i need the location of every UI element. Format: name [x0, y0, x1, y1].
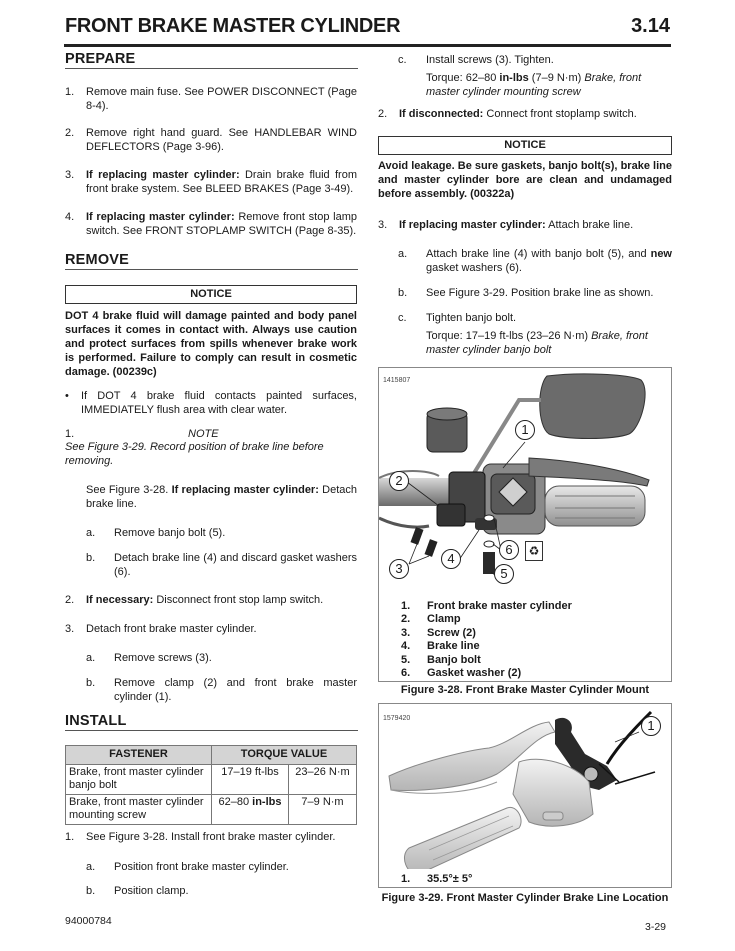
remove-heading: REMOVE: [65, 252, 358, 270]
step-number: 2.: [65, 127, 75, 139]
brake-line-location-illustration: [379, 704, 671, 869]
metric-cell: 23–26 N·m: [289, 764, 357, 794]
callout-4: 4: [441, 549, 461, 569]
remove-step-3b: b. Remove clamp (2) and front brake master cylinder (1).: [86, 677, 357, 703]
bullet-item: [65, 390, 357, 417]
legend-item: 4. Brake line: [401, 640, 480, 653]
brake-master-cylinder-illustration: [379, 368, 671, 598]
table-header-torque: TORQUE VALUE: [212, 746, 357, 765]
legend-item: 1. Front brake master cylinder: [401, 600, 572, 612]
doc-number: 94000784: [65, 915, 112, 927]
imperial-cell: 62–80 in-lbs: [212, 794, 289, 824]
prepare-step-4: [65, 211, 357, 238]
bullet-icon: •: [65, 390, 69, 402]
notice-text: DOT 4 brake fluid will damage painted and body panel surfaces it comes in contact with. Always use caution and protect surfaces from spills whenever brake work is performed. Failure to comply can result in cosmetic damage. (00239c): [65, 310, 357, 378]
callout-1: 1: [641, 716, 661, 736]
table-header-row: [66, 746, 357, 765]
legend-item: 1. 35.5°± 5°: [401, 873, 473, 885]
note-block: [65, 428, 357, 468]
fastener-cell: Brake, front master cylinder mounting screw: [66, 794, 212, 824]
step-bold: If replacing master cylinder:: [86, 211, 235, 223]
note-text: See Figure 3-29. Record position of brake line before removing.: [65, 441, 324, 467]
callout-2: 2: [389, 471, 409, 491]
figure-3-28: [378, 367, 672, 682]
table-row: [66, 794, 357, 824]
table-header-fastener: FASTENER: [66, 746, 212, 765]
callout-3: 3: [389, 559, 409, 579]
step-bold: If replacing master cylinder:: [86, 169, 240, 181]
note-number: 1.: [65, 428, 75, 440]
remove-step-2: 2. If necessary: Disconnect front stop lamp switch.: [65, 594, 324, 606]
legend-item: 6. Gasket washer (2): [401, 667, 522, 680]
disposal-icon: ♻: [525, 541, 543, 561]
table-row: [66, 764, 357, 794]
step-text: If replacing master cylinder: Drain brake fluid from front brake system. See BLEED BRAKES (Page 3-49).: [86, 169, 357, 195]
install-notice-box: NOTICE: [378, 136, 672, 155]
page-number: 3-29: [645, 921, 667, 933]
prepare-heading: PREPARE: [65, 51, 358, 69]
page-title: FRONT BRAKE MASTER CYLINDER: [65, 15, 401, 37]
remove-step-1b: b. Detach brake line (4) and discard gasket washers (6).: [86, 552, 357, 578]
step-text: If replacing master cylinder: Remove front stop lamp switch. See FRONT STOPLAMP SWITCH (Page 8-35).: [86, 211, 357, 237]
install-step-1b: b. Position clamp.: [86, 885, 189, 897]
notice-box: NOTICE: [65, 285, 357, 304]
install-step-3b: b. See Figure 3-29. Position brake line as shown.: [398, 287, 654, 299]
title-rule: [64, 44, 671, 47]
callout-6: 6: [499, 540, 519, 560]
install-step-3c: c. Tighten banjo bolt.: [398, 312, 517, 324]
figure-3-28-legend: [401, 600, 572, 680]
callout-5: 5: [494, 564, 514, 584]
install-step-1a: a. Position front brake master cylinder.: [86, 861, 289, 873]
imperial-cell: 17–19 ft-lbs: [212, 764, 289, 794]
legend-item: 3. Screw (2): [401, 626, 476, 639]
step-number: 4.: [65, 211, 75, 223]
metric-cell: 7–9 N·m: [289, 794, 357, 824]
torque-table: [65, 745, 357, 825]
section-number: 3.14: [631, 15, 670, 37]
install-step-2: 2. If disconnected: Connect front stoplamp switch.: [378, 108, 637, 120]
figure-image-id: 1415807: [383, 377, 411, 384]
install-step-1: 1. See Figure 3-28. Install front brake master cylinder.: [65, 831, 336, 843]
prepare-step-3: [65, 169, 357, 196]
note-label: NOTE: [188, 428, 219, 440]
step-text: Remove right hand guard. See HANDLEBAR WIND DEFLECTORS (Page 3-96).: [86, 127, 357, 153]
remove-step-3: 3. Detach front brake master cylinder.: [65, 623, 257, 635]
callout-1: 1: [515, 420, 535, 440]
remove-step-1a: a. Remove banjo bolt (5).: [86, 527, 226, 539]
install-notice-text: Avoid leakage. Be sure gaskets, banjo bolt(s), brake line and master cylinder bore are clean and undamaged before assembly. (00322a): [378, 160, 672, 200]
step-number: 1.: [65, 86, 75, 98]
prepare-step-1: [65, 86, 357, 113]
figure-3-29-caption: Figure 3-29. Front Master Cylinder Brake Line Location: [381, 892, 669, 904]
install-step-3a: a. Attach brake line (4) with banjo bolt (5), and new gasket washers (6).: [398, 248, 672, 274]
figure-image-id: 1579420: [383, 715, 411, 722]
prepare-step-2: [65, 127, 357, 154]
fastener-cell: Brake, front master cylinder banjo bolt: [66, 764, 212, 794]
install-step-3: 3. If replacing master cylinder: Attach brake line.: [378, 219, 634, 231]
legend-item: 2. Clamp: [401, 613, 461, 626]
figure-3-28-caption: Figure 3-28. Front Brake Master Cylinder Mount: [400, 684, 650, 696]
step-text: Remove main fuse. See POWER DISCONNECT (Page 8-4).: [86, 86, 357, 112]
install-step-1c-torque: Torque: 62–80 in-lbs (7–9 N·m) Brake, front master cylinder mounting screw: [426, 72, 642, 98]
install-step-3c-torque: Torque: 17–19 ft-lbs (23–26 N·m) Brake, front master cylinder banjo bolt: [426, 330, 648, 356]
remove-step-1: See Figure 3-28. If replacing master cylinder: Detach brake line.: [86, 484, 357, 510]
legend-item: 5. Banjo bolt: [401, 653, 481, 666]
install-step-1c: c. Install screws (3). Tighten.: [398, 54, 554, 66]
remove-step-3a: a. Remove screws (3).: [86, 652, 212, 664]
bullet-text: If DOT 4 brake fluid contacts painted surfaces, IMMEDIATELY flush area with clear water.: [81, 390, 357, 416]
figure-3-29: [378, 703, 672, 888]
step-number: 3.: [65, 169, 75, 181]
install-heading: INSTALL: [65, 713, 358, 731]
